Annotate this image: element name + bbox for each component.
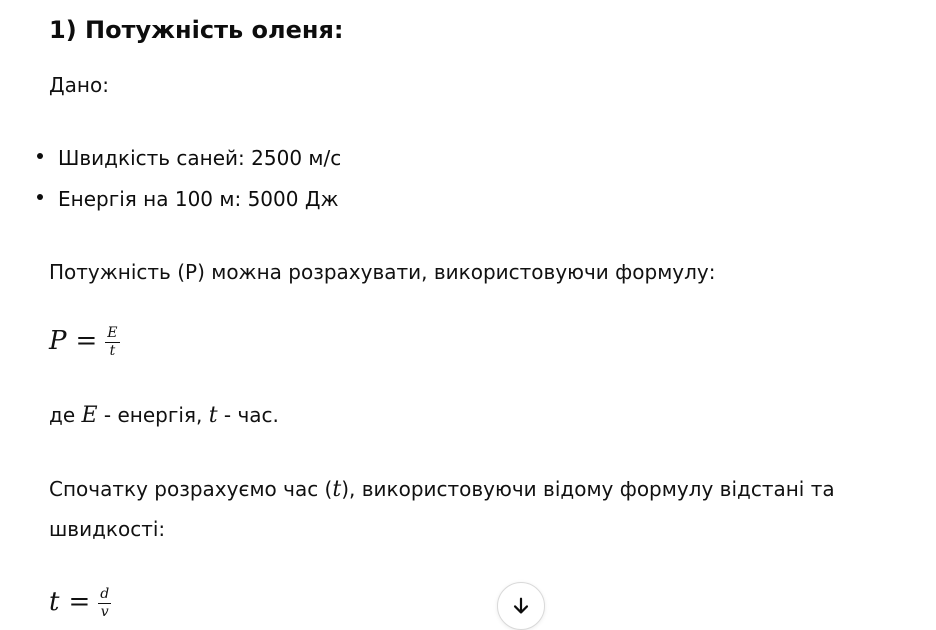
where-suffix: - час. — [217, 403, 279, 427]
bullet-icon — [37, 194, 43, 200]
where-line — [49, 401, 279, 430]
fraction-numerator: E — [107, 325, 118, 341]
scroll-to-bottom-button[interactable] — [497, 582, 545, 630]
where-prefix: де — [49, 403, 82, 427]
formula-fraction — [105, 326, 119, 359]
section-title: Потужність оленя: — [85, 16, 344, 44]
time-intro-line1 — [49, 475, 835, 504]
time-intro-after: ), використовуючи відому формулу відстані та — [341, 477, 835, 501]
time-intro-before: Спочатку розрахуємо час ( — [49, 477, 333, 501]
var-t: t — [332, 477, 342, 502]
where-middle: - енергія, — [97, 403, 209, 427]
formula-fraction — [98, 587, 111, 620]
section-heading — [49, 14, 343, 46]
section-number: 1) — [49, 16, 77, 44]
time-intro-line2: швидкості: — [49, 517, 166, 541]
var-t: t — [208, 403, 218, 428]
fraction-denominator: t — [109, 343, 116, 359]
formula-equals: = — [68, 586, 91, 617]
var-e: E — [81, 403, 98, 428]
fraction-denominator: v — [100, 604, 109, 620]
list-item-text: Швидкість саней: 2500 м/с — [58, 146, 342, 170]
formula-lhs: P — [49, 325, 67, 356]
formula-time — [49, 583, 111, 620]
given-label: Дано: — [49, 73, 109, 97]
formula-lhs: t — [49, 586, 60, 617]
formula-equals: = — [75, 325, 98, 356]
fraction-numerator: d — [100, 586, 110, 602]
power-intro: Потужність (P) можна розрахувати, використовуючи формулу: — [49, 260, 716, 284]
bullet-icon — [37, 153, 43, 159]
list-item-text: Енергія на 100 м: 5000 Дж — [58, 187, 339, 211]
arrow-down-icon — [510, 595, 532, 617]
formula-power — [49, 322, 120, 359]
